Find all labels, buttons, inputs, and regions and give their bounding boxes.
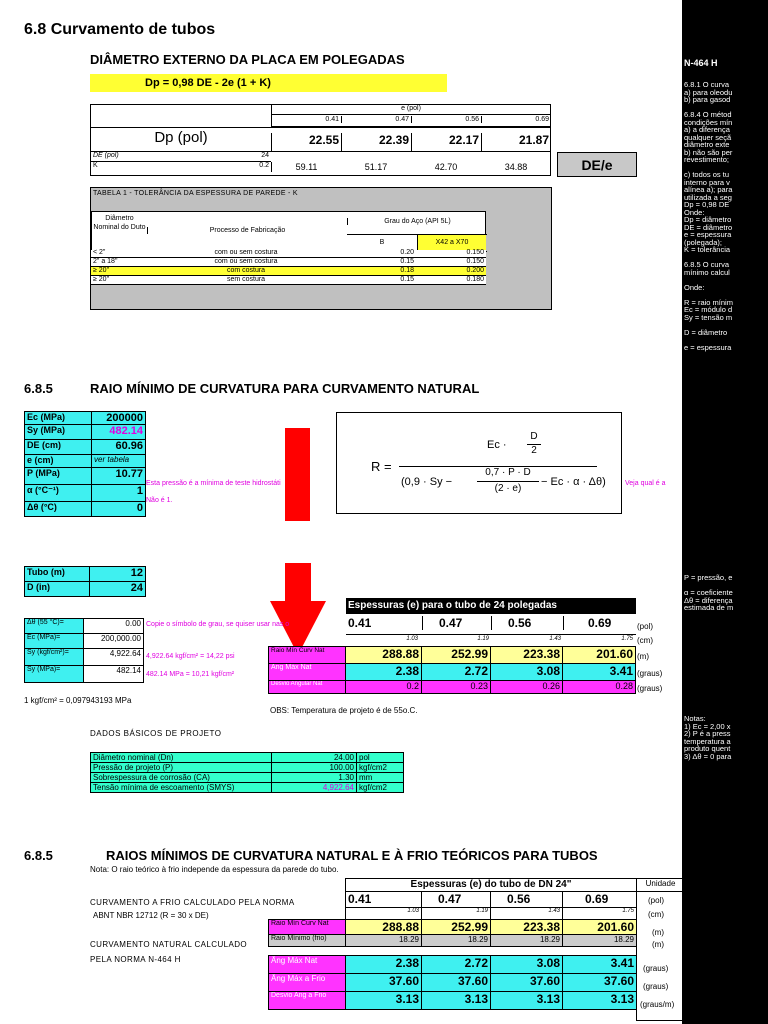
dp-table: [90, 104, 551, 176]
col-grade: Grau do Aço (API 5L): [347, 218, 487, 225]
esp-val: 0.47: [422, 616, 490, 630]
norm-head: N-464 H: [684, 58, 718, 68]
esp2-val: 0.41: [345, 891, 422, 908]
formula-2: 2: [531, 445, 537, 456]
norm-line: Notas:: [684, 714, 706, 723]
formula-ec: Ec ·: [487, 439, 507, 451]
row-label: Raio Mín Curv Nat: [268, 919, 346, 935]
dp-val: 22.17: [411, 133, 481, 152]
calc-val: 200,000.00: [83, 633, 144, 649]
k-value: 0.2: [259, 162, 269, 169]
norm-notes: [684, 714, 731, 759]
de-e-val: 42.70: [434, 162, 458, 172]
param-key: Sy (MPa): [24, 424, 92, 440]
obs-note: OBS: Temperatura de projeto é de 55o.C.: [270, 706, 418, 715]
param-key: Ec (MPa): [24, 411, 92, 425]
param-key: e (cm): [24, 454, 92, 468]
norm-text-2: [684, 572, 733, 610]
de-label: DE (pol): [93, 152, 119, 159]
calc-key: Sy (kgf/cm²)=: [24, 648, 84, 666]
angfrio-val: 37.60: [490, 973, 563, 992]
row-label: Âng Máx Nat: [268, 955, 346, 974]
e-header: e (pol): [401, 105, 421, 112]
row-label: Âng Máx Nat: [268, 663, 346, 681]
row-label: Raio Mín Curv Nat: [268, 646, 346, 664]
cm-val: 1.75: [621, 636, 633, 642]
norm-line: qualquer seçã: [684, 132, 732, 142]
col-b: B: [379, 239, 385, 246]
formula-r: R =: [371, 459, 392, 474]
dados-title: DADOS BÁSICOS DE PROJETO: [90, 729, 222, 738]
dados-val: 100.00: [271, 762, 357, 773]
din-value: 24: [89, 581, 146, 597]
formula-d: D: [530, 431, 538, 442]
k-label: K: [93, 162, 98, 169]
norm-line: 6.8.1 O curva: [684, 80, 730, 89]
ang-val: 3.41: [562, 663, 636, 681]
param-val: 60.96: [91, 439, 146, 455]
esp-val: 0.69: [563, 616, 636, 630]
e-val: 0.41: [325, 116, 339, 123]
norm-line: estimada de m: [684, 603, 734, 612]
dp-formula: Dp = 0,98 DE - 2e (1 + K): [90, 74, 447, 92]
ang-val: 2.72: [421, 663, 491, 681]
ang-val: 3.08: [490, 663, 563, 681]
param-key: Δθ (°C): [24, 501, 92, 517]
unit: (graus/m): [640, 1000, 675, 1009]
dados-val: 1.30: [271, 772, 357, 783]
row-process: com costura: [226, 267, 266, 274]
frio-val: 18.29: [421, 934, 491, 947]
section1-title: DIÂMETRO EXTERNO DA PLACA EM POLEGADAS: [90, 52, 405, 67]
col-x42: X42 a X70: [417, 235, 486, 251]
left-text: PELA NORMA N-464 H: [90, 955, 181, 964]
norm-line: Onde:: [684, 207, 705, 217]
din-label: D (in): [24, 581, 90, 597]
red-bar: [285, 428, 310, 521]
norm-line: 6.8.4 O métod: [684, 110, 732, 119]
dp-val: 21.87: [481, 133, 551, 152]
frio-val: 18.29: [562, 934, 637, 947]
dp-label: Dp (pol): [154, 129, 208, 146]
row-b: 0.20: [400, 249, 414, 256]
e-val: 0.56: [411, 116, 481, 123]
row-diam: 2" a 18": [93, 258, 118, 265]
unit: (m): [652, 940, 664, 949]
unit-cm: (cm): [637, 636, 653, 645]
cm-val: 1.19: [477, 636, 489, 642]
formula-den2: − Ec · α · Δθ): [541, 476, 606, 488]
param-key: P (MPa): [24, 467, 92, 485]
esp-title: Espessuras (e) para o tubo de 24 polegadas: [346, 598, 636, 614]
norm-line: utilizada a seg: [684, 192, 732, 202]
note-pressure: Esta pressão é a mínima de teste hidrostáti: [146, 480, 281, 487]
raio-val: 288.88: [345, 646, 422, 664]
dados-unit: pol: [356, 752, 404, 763]
ang2-val: 2.72: [421, 955, 491, 974]
norm-line: K = tolerância: [684, 245, 731, 254]
norm-line: (polegada);: [684, 237, 722, 247]
dados-key: Pressão de projeto (P): [90, 762, 272, 773]
left-text: CURVAMENTO NATURAL CALCULADO: [90, 940, 248, 949]
param-val: 10.77: [91, 467, 146, 485]
unit: (graus): [643, 982, 669, 991]
note-alpha: Não é 1.: [146, 497, 173, 504]
desvio-val: 0.23: [421, 680, 491, 694]
dp-val: 22.39: [341, 133, 411, 152]
dados-val: 4,922.64: [271, 782, 357, 793]
row-x: 0.180: [466, 276, 484, 283]
norm-line: Onde:: [684, 282, 705, 292]
section3-note: Nota: O raio teórico à frio independe da espessura da parede do tubo.: [90, 865, 339, 874]
dados-unit: kgf/cm2: [356, 762, 404, 773]
norm-line: b) não são per: [684, 147, 733, 157]
norm-line: R = raio mínim: [684, 297, 733, 307]
tolerance-panel: [90, 187, 552, 310]
de-value: 24: [261, 152, 269, 159]
dados-key: Diâmetro nominal (Dn): [90, 752, 272, 763]
raio-val: 223.38: [490, 646, 563, 664]
norm-line: a) para oleodu: [684, 87, 733, 97]
row-diam: < 2": [93, 249, 106, 256]
param-val: 482.14: [91, 424, 146, 440]
raio2-val: 288.88: [345, 919, 422, 935]
norm-line: 3) Δθ = 0 para: [684, 751, 732, 761]
row-label: Raio Mínimo (frio): [268, 934, 346, 947]
desviofrio-val: 3.13: [421, 991, 491, 1010]
calc-key: Δθ (55 °C)=: [24, 618, 84, 634]
norm-line: e = espessura: [684, 230, 732, 239]
norm-line: c) todos os tu: [684, 170, 730, 179]
norm-line: D = diâmetro: [684, 327, 728, 337]
formula-den1: (0,9 · Sy −: [401, 476, 453, 488]
de-e-label: DE/e: [557, 152, 637, 177]
de-e-val: 51.17: [364, 162, 388, 172]
unit-graus: (graus): [637, 669, 663, 678]
norm-line: mínimo calcul: [684, 267, 730, 277]
desviofrio-val: 3.13: [345, 991, 422, 1010]
cm-val: 1.43: [549, 636, 561, 642]
dados-key: Sobrespessura de corrosão (CA): [90, 772, 272, 783]
param-val: 1: [91, 484, 146, 502]
norm-line: α = coeficiente: [684, 588, 733, 597]
param-key: DE (cm): [24, 439, 92, 455]
de-e-val: 34.88: [504, 162, 528, 172]
note-right: Veja qual é a: [625, 480, 666, 487]
desviofrio-val: 3.13: [490, 991, 563, 1010]
unidade-header: Unidade: [636, 878, 685, 892]
norm-line: Ec = módulo d: [684, 305, 733, 314]
calc-val: 4,922.64: [83, 648, 144, 666]
calc-val: 482.14: [83, 665, 144, 683]
row-diam: ≥ 20": [93, 276, 110, 283]
unit-graus: (graus): [637, 684, 663, 693]
calc-note: Copie o símbolo de grau, se quiser usar nas o: [146, 621, 290, 628]
row-x: 0.150: [466, 249, 484, 256]
cm2-val: 1.03: [345, 907, 422, 920]
tubo-value: 12: [89, 566, 146, 582]
raio2-val: 223.38: [490, 919, 563, 935]
norm-line: P = pressão, e: [684, 573, 733, 582]
unit: (pol): [648, 896, 665, 905]
dados-unit: mm: [356, 772, 404, 783]
row-process: sem costura: [226, 276, 266, 283]
calc-key: Sy (MPa)=: [24, 665, 84, 683]
param-val: ver tabela: [91, 454, 146, 468]
esp2-val: 0.56: [490, 891, 563, 908]
calc-key: Ec (MPa)=: [24, 633, 84, 649]
calc-note: 4,922.64 kgf/cm² = 14,22 psi: [146, 653, 235, 660]
raio2-val: 201.60: [562, 919, 637, 935]
raio-val: 201.60: [562, 646, 636, 664]
section2-title: RAIO MÍNIMO DE CURVATURA PARA CURVAMENTO NATURAL: [90, 381, 480, 396]
unit-pol: (pol): [637, 622, 654, 631]
param-key: α (°C⁻¹): [24, 484, 92, 502]
section2-number: 6.8.5: [24, 381, 53, 396]
dados-val: 24.00: [271, 752, 357, 763]
col-process: Processo de Fabricação: [147, 227, 347, 234]
unit: (cm): [648, 910, 664, 919]
red-arrow-icon: [270, 563, 330, 659]
row-b: 0.15: [400, 276, 414, 283]
row-b: 0.15: [400, 258, 414, 265]
cm2-val: 1.75: [562, 907, 637, 920]
row-x: 0.150: [466, 258, 484, 265]
dados-key: Tensão mínima de escoamento (SMYS): [90, 782, 272, 793]
dp-val: 22.55: [271, 133, 341, 152]
row-b: 0.18: [400, 267, 414, 274]
left-text: ABNT NBR 12712 (R = 30 x DE): [93, 911, 209, 920]
dados-unit: kgf/cm2: [356, 782, 404, 793]
row-process: com ou sem costura: [214, 258, 278, 265]
norm-line: revestimento;: [684, 155, 730, 164]
unit: (m): [652, 928, 664, 937]
norm-line: diâmetro exte: [684, 140, 730, 149]
calc-val: 0.00: [83, 618, 144, 634]
norm-line: b) para gasod: [684, 95, 731, 104]
norm-line: condições mín: [684, 117, 733, 127]
norm-line: Dp = diâmetro: [684, 215, 732, 224]
angfrio-val: 37.60: [421, 973, 491, 992]
norm-line: alínea a); para: [684, 185, 733, 194]
page-title: 6.8 Curvamento de tubos: [24, 21, 216, 38]
desvio-val: 0.2: [345, 680, 422, 694]
cm-val: 1.03: [406, 636, 418, 642]
raio2-val: 252.99: [421, 919, 491, 935]
row-label: Desvio Angular Nat: [268, 680, 346, 694]
esp2-title: Espessuras (e) do tubo de DN 24": [345, 878, 637, 892]
section3-number: 6.8.5: [24, 848, 53, 863]
tolerance-title: TABELA 1 - TOLERÂNCIA DA ESPESSURA DE PAREDE - K: [93, 190, 298, 197]
desvio-val: 0.28: [562, 680, 636, 694]
row-label: Desvio Ang a Frio: [268, 991, 346, 1010]
norm-line: 1) Ec = 2,00 x: [684, 721, 731, 731]
section3-title: RAIOS MÍNIMOS DE CURVATURA NATURAL E À FRIO TEÓRICOS PARA TUBOS: [106, 848, 598, 863]
conversion-note: 1 kgf/cm² = 0,097943193 MPa: [24, 696, 132, 705]
unit: (graus): [643, 964, 669, 973]
norm-line: produto quent: [684, 744, 731, 753]
raio-val: 252.99: [421, 646, 491, 664]
norm-line: temperatura a: [684, 736, 731, 746]
esp2-val: 0.47: [421, 891, 491, 908]
tubo-label: Tubo (m): [24, 566, 90, 582]
angfrio-val: 37.60: [345, 973, 422, 992]
row-process: com ou sem costura: [214, 249, 278, 256]
ang-val: 2.38: [345, 663, 422, 681]
norm-line: Dp = 0,98 DE: [684, 200, 730, 209]
formula-box: [336, 412, 622, 514]
unit-m: (m): [637, 652, 649, 661]
norm-text: [684, 80, 733, 350]
norm-line: a) a diferença: [684, 125, 730, 134]
calc-note: 482.14 MPa = 10,21 kgf/cm²: [146, 671, 235, 678]
de-e-val: 59.11: [271, 162, 341, 172]
esp2-val: 0.69: [562, 891, 637, 908]
e-val: 0.69: [481, 116, 551, 123]
formula-07pd: 0,7 · P · D: [485, 467, 531, 478]
row-x: 0.200: [466, 267, 484, 274]
cm2-val: 1.19: [421, 907, 491, 920]
cm2-val: 1.43: [490, 907, 563, 920]
desvio-val: 0.26: [490, 680, 563, 694]
row-label: Âng Máx a Frio: [268, 973, 346, 992]
norm-line: 2) P é a press: [684, 729, 731, 738]
frio-val: 18.29: [490, 934, 563, 947]
row-diam: ≥ 20": [93, 267, 110, 274]
ang2-val: 3.41: [562, 955, 637, 974]
norm-line: Δθ = diferença: [684, 595, 733, 605]
esp-val: 0.41: [348, 616, 372, 630]
norm-line: e = espessura: [684, 342, 732, 352]
esp-val: 0.56: [491, 616, 563, 630]
norm-side-panel: [682, 0, 768, 1024]
left-text: CURVAMENTO A FRIO CALCULADO PELA NORMA: [90, 898, 295, 907]
norm-line: interno para v: [684, 177, 730, 187]
frio-val: 18.29: [345, 934, 422, 947]
ang2-val: 3.08: [490, 955, 563, 974]
formula-2e: (2 · e): [494, 483, 522, 494]
ang2-val: 2.38: [345, 955, 422, 974]
norm-line: DE = diâmetro: [684, 222, 733, 232]
desviofrio-val: 3.13: [562, 991, 637, 1010]
e-val: 0.47: [341, 116, 411, 123]
param-val: 200000: [91, 411, 146, 425]
param-val: 0: [91, 501, 146, 517]
angfrio-val: 37.60: [562, 973, 637, 992]
norm-line: Sy = tensão m: [684, 312, 733, 322]
col-diameter: Diâmetro Nominal do Duto: [93, 215, 146, 231]
norm-line: 6.8.5 O curva: [684, 260, 730, 269]
